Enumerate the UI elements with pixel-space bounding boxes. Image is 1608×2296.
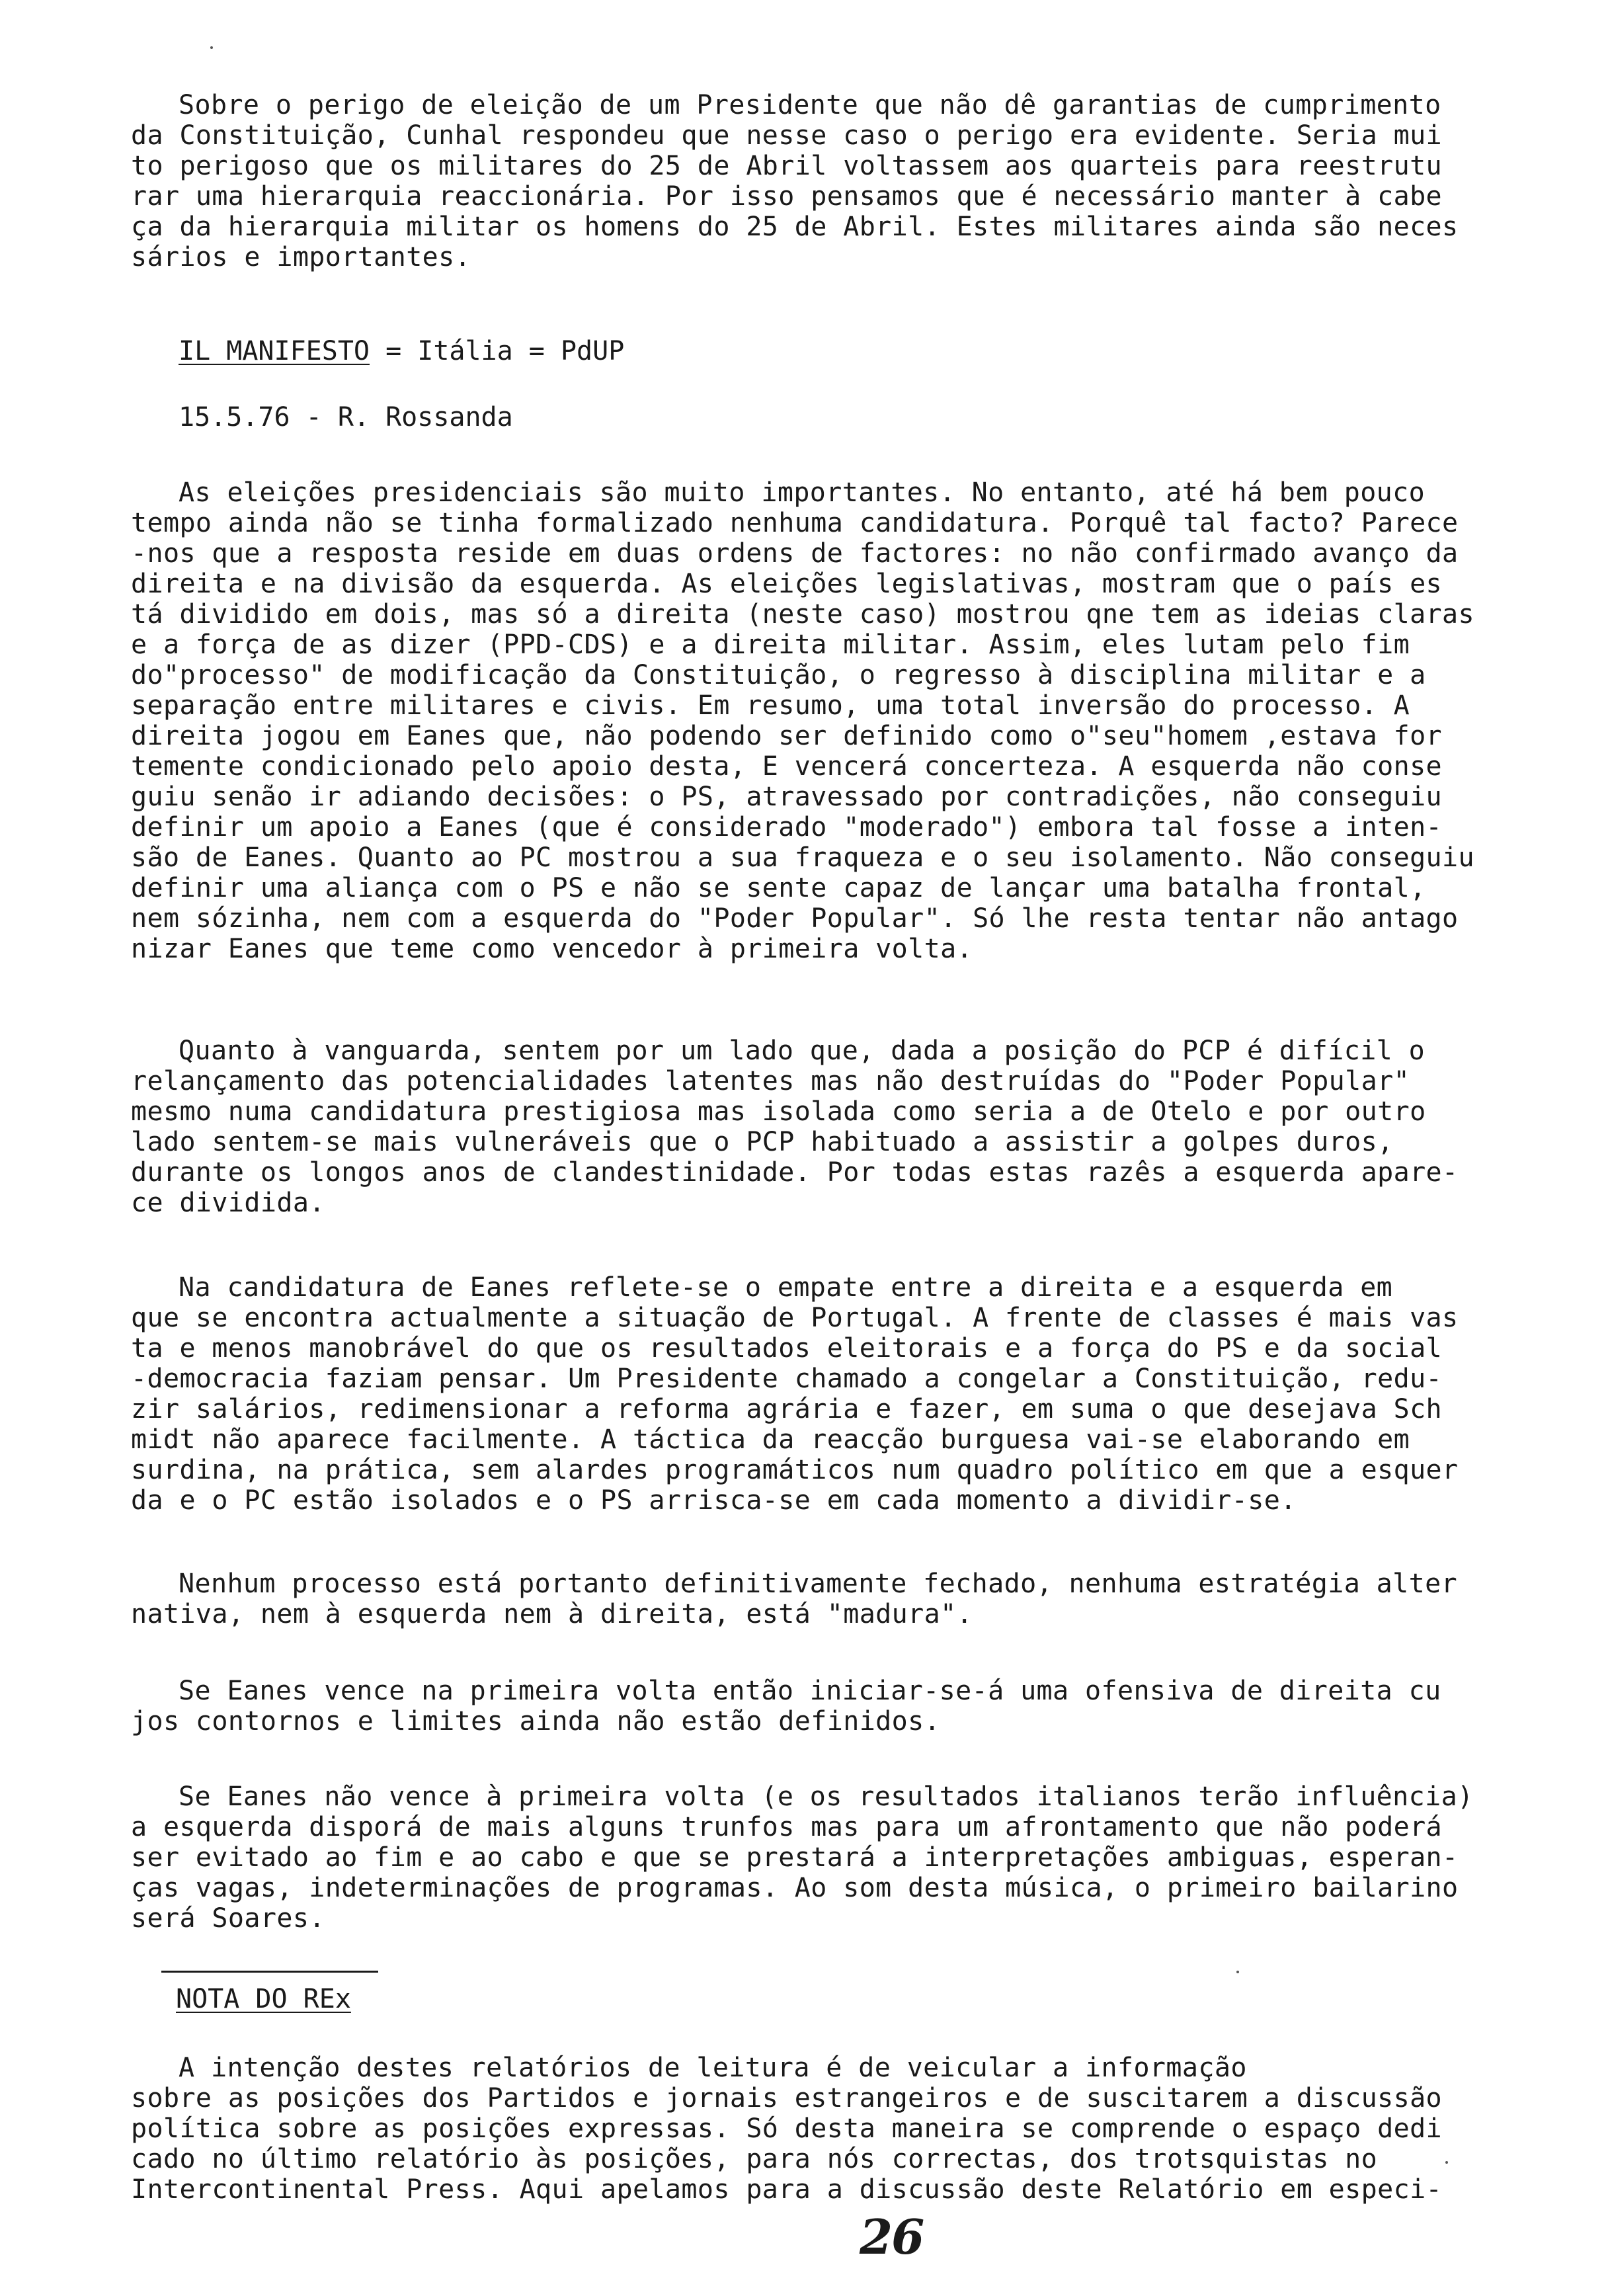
text-line: Quanto à vanguarda, sentem por um lado que, dada a posição do PCP é difícil o [179, 1036, 1426, 1066]
text-line: surdina, na prática, sem alardes programáticos num quadro político em que a esquer [131, 1455, 1459, 1485]
text-line: será Soares. [131, 1903, 325, 1934]
text-line: guiu senão ir adiando decisões: o PS, atravessado por contradições, não conseguiu [131, 782, 1443, 812]
text-line: ça da hierarquia militar os homens do 25 de Abril. Estes militares ainda são neces [131, 212, 1459, 242]
source-name: IL MANIFESTO [179, 336, 370, 366]
text-line: ce dividida. [131, 1188, 325, 1218]
scan-speck [1236, 1971, 1239, 1973]
text-line: do"processo" de modificação da Constituição, o regresso à disciplina militar e a [131, 660, 1426, 690]
text-line: Na candidatura de Eanes reflete-se o empate entre a direita e a esquerda em [179, 1272, 1393, 1303]
text-line: são de Eanes. Quanto ao PC mostrou a sua fraqueza e o seu isolamento. Não conseguiu [131, 842, 1475, 873]
text-line: sários e importantes. [131, 242, 471, 272]
text-line: cado no último relatório às posições, para nós correctas, dos trotsquistas no [131, 2144, 1378, 2174]
text-line: tá dividido em dois, mas só a direita (neste caso) mostrou qne tem as ideias claras [131, 599, 1475, 630]
scan-speck [210, 46, 213, 49]
text-line: da Constituição, Cunhal respondeu que nesse caso o perigo era evidente. Seria mui [131, 120, 1443, 151]
text-line: ta e menos manobrável do que os resultados eleitorais e a força do PS e da social [131, 1333, 1443, 1364]
section-heading [179, 336, 624, 366]
note-heading: NOTA DO REx [176, 1984, 351, 2014]
text-line: temente condicionado pelo apoio desta, E vencerá concerteza. A esquerda não conse [131, 751, 1443, 782]
text-line: direita e na divisão da esquerda. As eleições legislativas, mostram que o país es [131, 569, 1443, 599]
scan-speck [1445, 2161, 1448, 2164]
text-line: -nos que a resposta reside em duas ordens de factores: no não confirmado avanço da [131, 538, 1459, 569]
text-line: e a força de as dizer (PPD-CDS) e a direita militar. Assim, eles lutam pelo fim [131, 630, 1410, 660]
text-line: midt não aparece facilmente. A táctica da reacção burguesa vai-se elaborando em [131, 1424, 1410, 1455]
text-line: sobre as posições dos Partidos e jornais estrangeiros e de suscitarem a discussão [131, 2083, 1443, 2113]
text-line: As eleições presidenciais são muito importantes. No entanto, até há bem pouco [179, 477, 1426, 508]
text-line: separação entre militares e civis. Em resumo, uma total inversão do processo. A [131, 690, 1410, 721]
text-line: rar uma hierarquia reaccionária. Por isso pensamos que é necessário manter à cabe [131, 181, 1443, 212]
text-line: tempo ainda não se tinha formalizado nenhuma candidatura. Porquê tal facto? Parece [131, 508, 1459, 538]
text-line: Se Eanes não vence à primeira volta (e os resultados italianos terão influência) [179, 1782, 1474, 1812]
text-line: durante os longos anos de clandestinidade. Por todas estas razês a esquerda apare- [131, 1157, 1459, 1188]
text-line: relançamento das potencialidades latentes mas não destruídas do "Poder Popular" [131, 1066, 1410, 1096]
text-line: nizar Eanes que teme como vencedor à primeira volta. [131, 934, 973, 964]
text-line: Intercontinental Press. Aqui apelamos para a discussão deste Relatório em especi- [131, 2174, 1443, 2205]
text-line: definir uma aliança com o PS e não se sente capaz de lançar uma batalha frontal, [131, 873, 1426, 903]
text-line: a esquerda disporá de mais alguns trunfos mas para um afrontamento que não poderá [131, 1812, 1443, 1842]
text-line: nativa, nem à esquerda nem à direita, está "madura". [131, 1599, 973, 1629]
text-line: da e o PC estão isolados e o PS arrisca-se em cada momento a dividir-se. [131, 1485, 1297, 1516]
text-line: nem sózinha, nem com a esquerda do "Poder Popular". Só lhe resta tentar não antago [131, 903, 1459, 934]
text-line: to perigoso que os militares do 25 de Abril voltassem aos quarteis para reestrutu [131, 151, 1443, 181]
text-line: mesmo numa candidatura prestigiosa mas isolada como seria a de Otelo e por outro [131, 1096, 1426, 1127]
text-line: definir um apoio a Eanes (que é considerado "moderado") embora tal fosse a inten- [131, 812, 1443, 842]
page-number: 26 [860, 2209, 924, 2265]
source-country-party: = Itália = PdUP [369, 336, 625, 366]
text-line: política sobre as posições expressas. Só desta maneira se comprende o espaço dedi [131, 2113, 1443, 2144]
text-line: zir salários, redimensionar a reforma agrária e fazer, em suma o que desejava Sch [131, 1394, 1443, 1424]
text-line: Sobre o perigo de eleição de um Presidente que não dê garantias de cumprimento [179, 90, 1441, 120]
dateline: 15.5.76 - R. Rossanda [179, 402, 513, 432]
text-line: Se Eanes vence na primeira volta então iniciar-se-á uma ofensiva de direita cu [179, 1676, 1441, 1706]
text-line: A intenção destes relatórios de leitura é de veicular a informação [179, 2053, 1247, 2083]
text-line: ças vagas, indeterminações de programas. Ao som desta música, o primeiro bailarino [131, 1873, 1459, 1903]
text-line: jos contornos e limites ainda não estão definidos. [131, 1706, 941, 1737]
note-rule [161, 1971, 378, 1973]
text-line: que se encontra actualmente a situação de Portugal. A frente de classes é mais vas [131, 1303, 1459, 1333]
text-line: -democracia faziam pensar. Um Presidente chamado a congelar a Constituição, redu- [131, 1364, 1443, 1394]
text-line: lado sentem-se mais vulneráveis que o PCP habituado a assistir a golpes duros, [131, 1127, 1394, 1157]
text-line: direita jogou em Eanes que, não podendo ser definido como o"seu"homem ,estava for [131, 721, 1443, 751]
text-line: ser evitado ao fim e ao cabo e que se prestará a interpretações ambiguas, esperan- [131, 1842, 1459, 1873]
text-line: Nenhum processo está portanto definitivamente fechado, nenhuma estratégia alter [179, 1569, 1458, 1599]
